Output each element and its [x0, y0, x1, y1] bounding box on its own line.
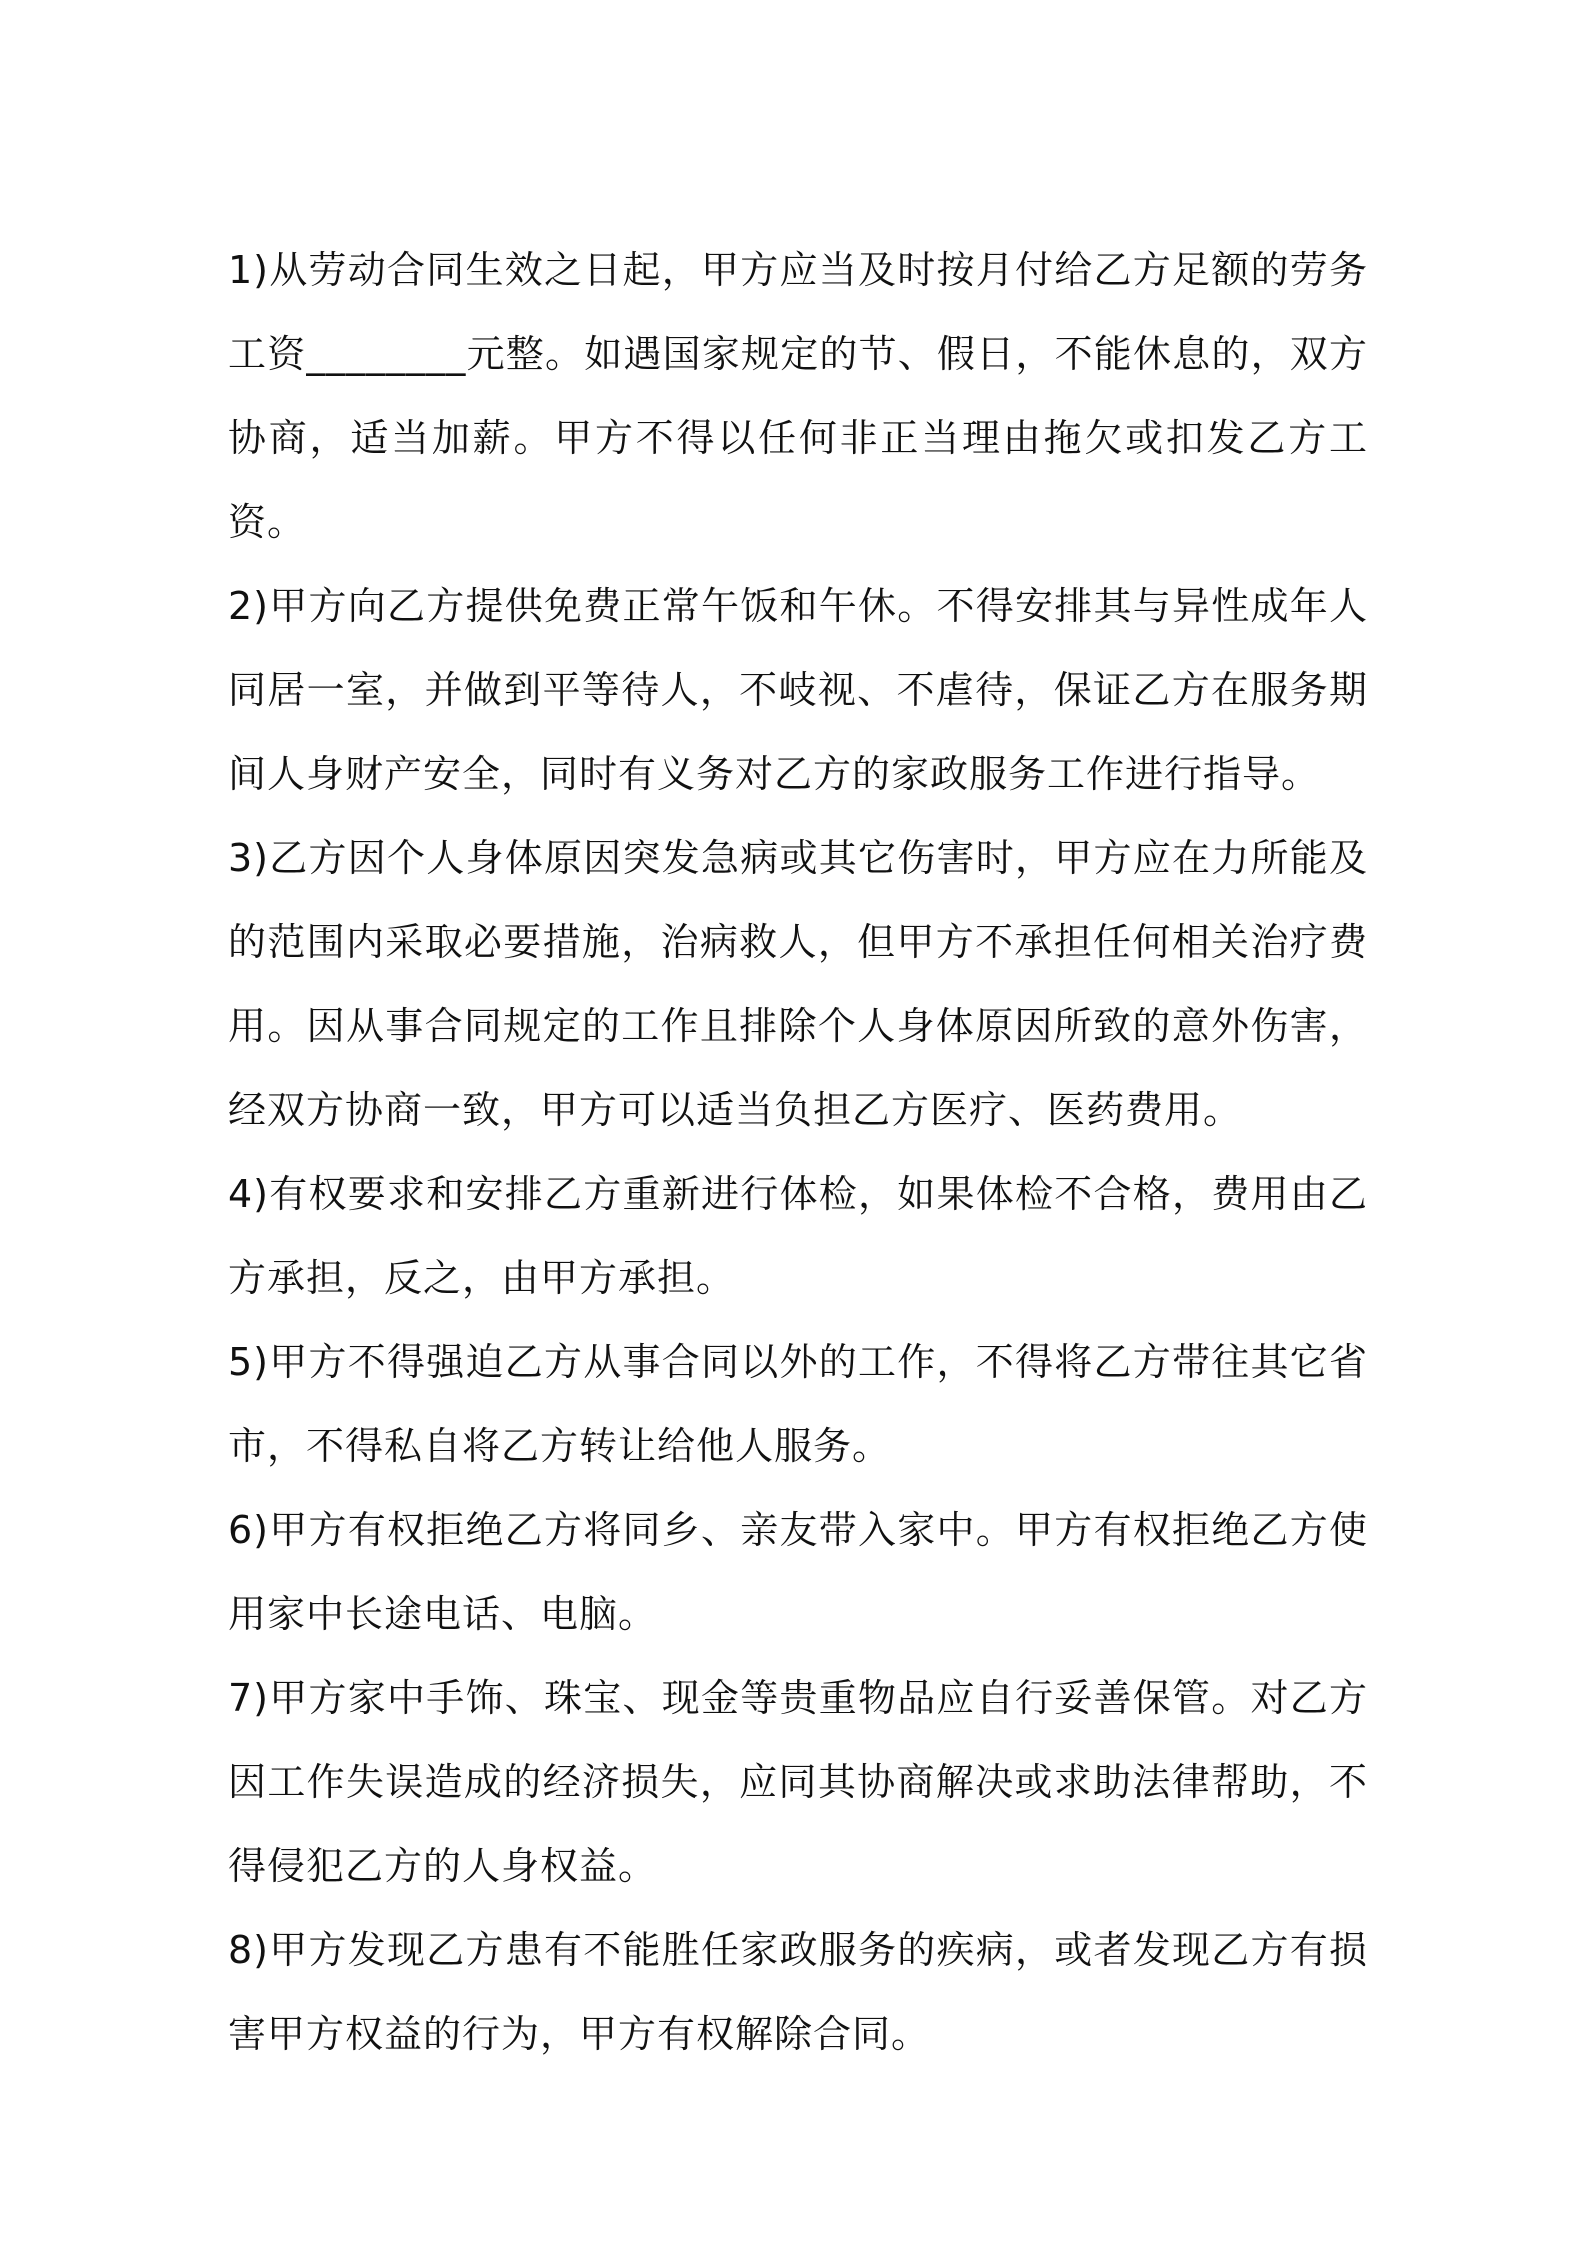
clause-7: 7)甲方家中手饰、珠宝、现金等贵重物品应自行妥善保管。对乙方因工作失误造成的经济损失，应同其协商解决或求助法律帮助，不得侵犯乙方的人身权益。: [228, 1676, 1368, 1888]
clause-1: 1)从劳动合同生效之日起，甲方应当及时按月付给乙方足额的劳务工资________元整。如遇国家规定的节、假日，不能休息的，双方协商，适当加薪。甲方不得以任何非正当理由拖欠或扣发乙方工资。: [228, 248, 1368, 544]
document-body: [228, 228, 1368, 2076]
clause-4: 4)有权要求和安排乙方重新进行体检，如果体检不合格，费用由乙方承担，反之，由甲方承担。: [228, 1172, 1368, 1300]
clause-6: 6)甲方有权拒绝乙方将同乡、亲友带入家中。甲方有权拒绝乙方使用家中长途电话、电脑。: [228, 1508, 1368, 1636]
clause-3: 3)乙方因个人身体原因突发急病或其它伤害时，甲方应在力所能及的范围内采取必要措施，治病救人，但甲方不承担任何相关治疗费用。因从事合同规定的工作且排除个人身体原因所致的意外伤害，经双方协商一致，甲方可以适当负担乙方医疗、医药费用。: [228, 836, 1368, 1132]
clause-8: 8)甲方发现乙方患有不能胜任家政服务的疾病，或者发现乙方有损害甲方权益的行为，甲方有权解除合同。: [228, 1928, 1368, 2056]
clause-5: 5)甲方不得强迫乙方从事合同以外的工作，不得将乙方带往其它省市，不得私自将乙方转让给他人服务。: [228, 1340, 1368, 1468]
clause-2: 2)甲方向乙方提供免费正常午饭和午休。不得安排其与异性成年人同居一室，并做到平等待人，不岐视、不虐待，保证乙方在服务期间人身财产安全，同时有义务对乙方的家政服务工作进行指导。: [228, 584, 1368, 796]
